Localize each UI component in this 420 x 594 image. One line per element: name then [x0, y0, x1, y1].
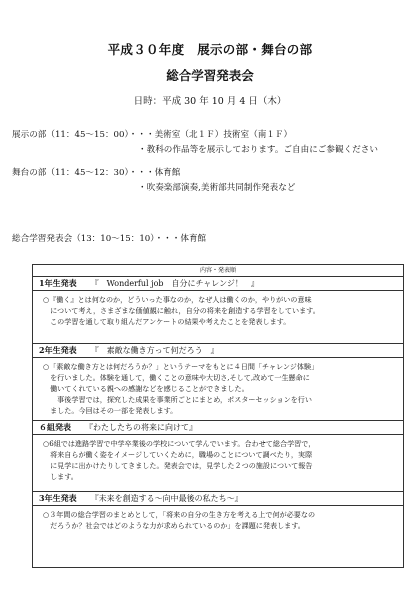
table-header: 内容・発表順	[33, 265, 403, 277]
section-title-row	[33, 277, 403, 291]
body-line: について考え，さまざまな価値観に触れ，自分の将来を創造する学習をしています。	[43, 306, 320, 315]
body-line: 働いてくれている親への感謝などを感じることができました。	[43, 384, 249, 393]
section-body	[33, 358, 403, 418]
body-line: ○『働く』とは何なのか，どういった事なのか，なぜ人は働くのか，やりがいの意味	[43, 295, 312, 304]
body-line: ○「素敵な働き方とは何だろうか？」というテーマをもとに４日間「チャレンジ体験」	[43, 362, 319, 371]
section-grade1	[33, 277, 403, 344]
section-grade3	[33, 492, 403, 569]
body-line: します。	[43, 472, 78, 481]
section-title-row	[33, 492, 403, 506]
program-table	[32, 264, 404, 568]
body-line: 将来自らが働く姿をイメージしていくために，職場のことについて調べたり，実際	[43, 450, 313, 459]
section-class6	[33, 421, 403, 492]
body-line: を行いました。体験を通して，働くことの意味や大切さ,そして,改めて一生懸命に	[43, 373, 310, 382]
page-subtitle: 総合学習発表会	[166, 68, 254, 83]
stage-note: ・吹奏楽部演奏,美術部共同制作発表など	[138, 183, 296, 193]
section-title-row	[33, 344, 403, 358]
exhibit-note: ・教科の作品等を展示しております。ご自由にご参観ください	[138, 145, 378, 155]
section-theme: 『未来を創造する～向中最後の私たち～』	[90, 494, 243, 503]
body-line: ました。今回はその一部を発表します。	[43, 406, 178, 415]
section-body	[33, 506, 403, 533]
section-label: 2年生発表	[39, 345, 77, 355]
section-label: 1年生発表	[39, 278, 77, 288]
section-body	[33, 291, 403, 329]
body-line: ○３年間の総合学習のまとめとして，「将来の自分の生き方を考える上で何が必要なの	[43, 510, 316, 519]
exhibit-schedule: 展示の部（11：45～15：00）・・・美術室（北１Ｆ）技術室（南１Ｆ）	[12, 130, 293, 140]
page-title: 平成３０年度 展示の部・舞台の部	[107, 42, 313, 57]
section-label: 3年生発表	[39, 493, 77, 503]
body-line: だろうか？社会ではどのような力が求められているのか」を課題に発表します。	[43, 521, 305, 530]
body-line: この学習を通して取り組んだアンケートの結果や考えたことを発表します。	[43, 317, 291, 326]
section-theme: 『 Wonderful job 自分にチャレンジ！ 』	[90, 279, 259, 288]
section-body	[33, 435, 403, 484]
event-date: 日時：平成 30 年 10 月 4 日（木）	[133, 96, 287, 107]
section-theme: 『 素敵な働き方って何だろう 』	[90, 346, 219, 355]
stage-schedule: 舞台の部（11：45～12：30）・・・体育館	[12, 168, 181, 178]
body-line: に見学に出かけたりしてきました。発表会では，見学した２つの施設について報告	[43, 461, 313, 470]
body-line: ○6組では進路学習で中学卒業後の学校について学んでいます。合わせて総合学習で，	[43, 439, 316, 448]
section-title-row	[33, 421, 403, 435]
section-theme: 『わたしたちの将来に向けて』	[85, 423, 197, 432]
body-line: 事後学習では，探究した成果を事業所ごとにまとめ，ポスターセッションを行い	[43, 395, 312, 404]
presentation-schedule: 総合学習発表会（13：10～15：10）・・・体育館	[12, 234, 207, 244]
section-label: ６組発表	[39, 422, 71, 432]
section-grade2	[33, 344, 403, 421]
